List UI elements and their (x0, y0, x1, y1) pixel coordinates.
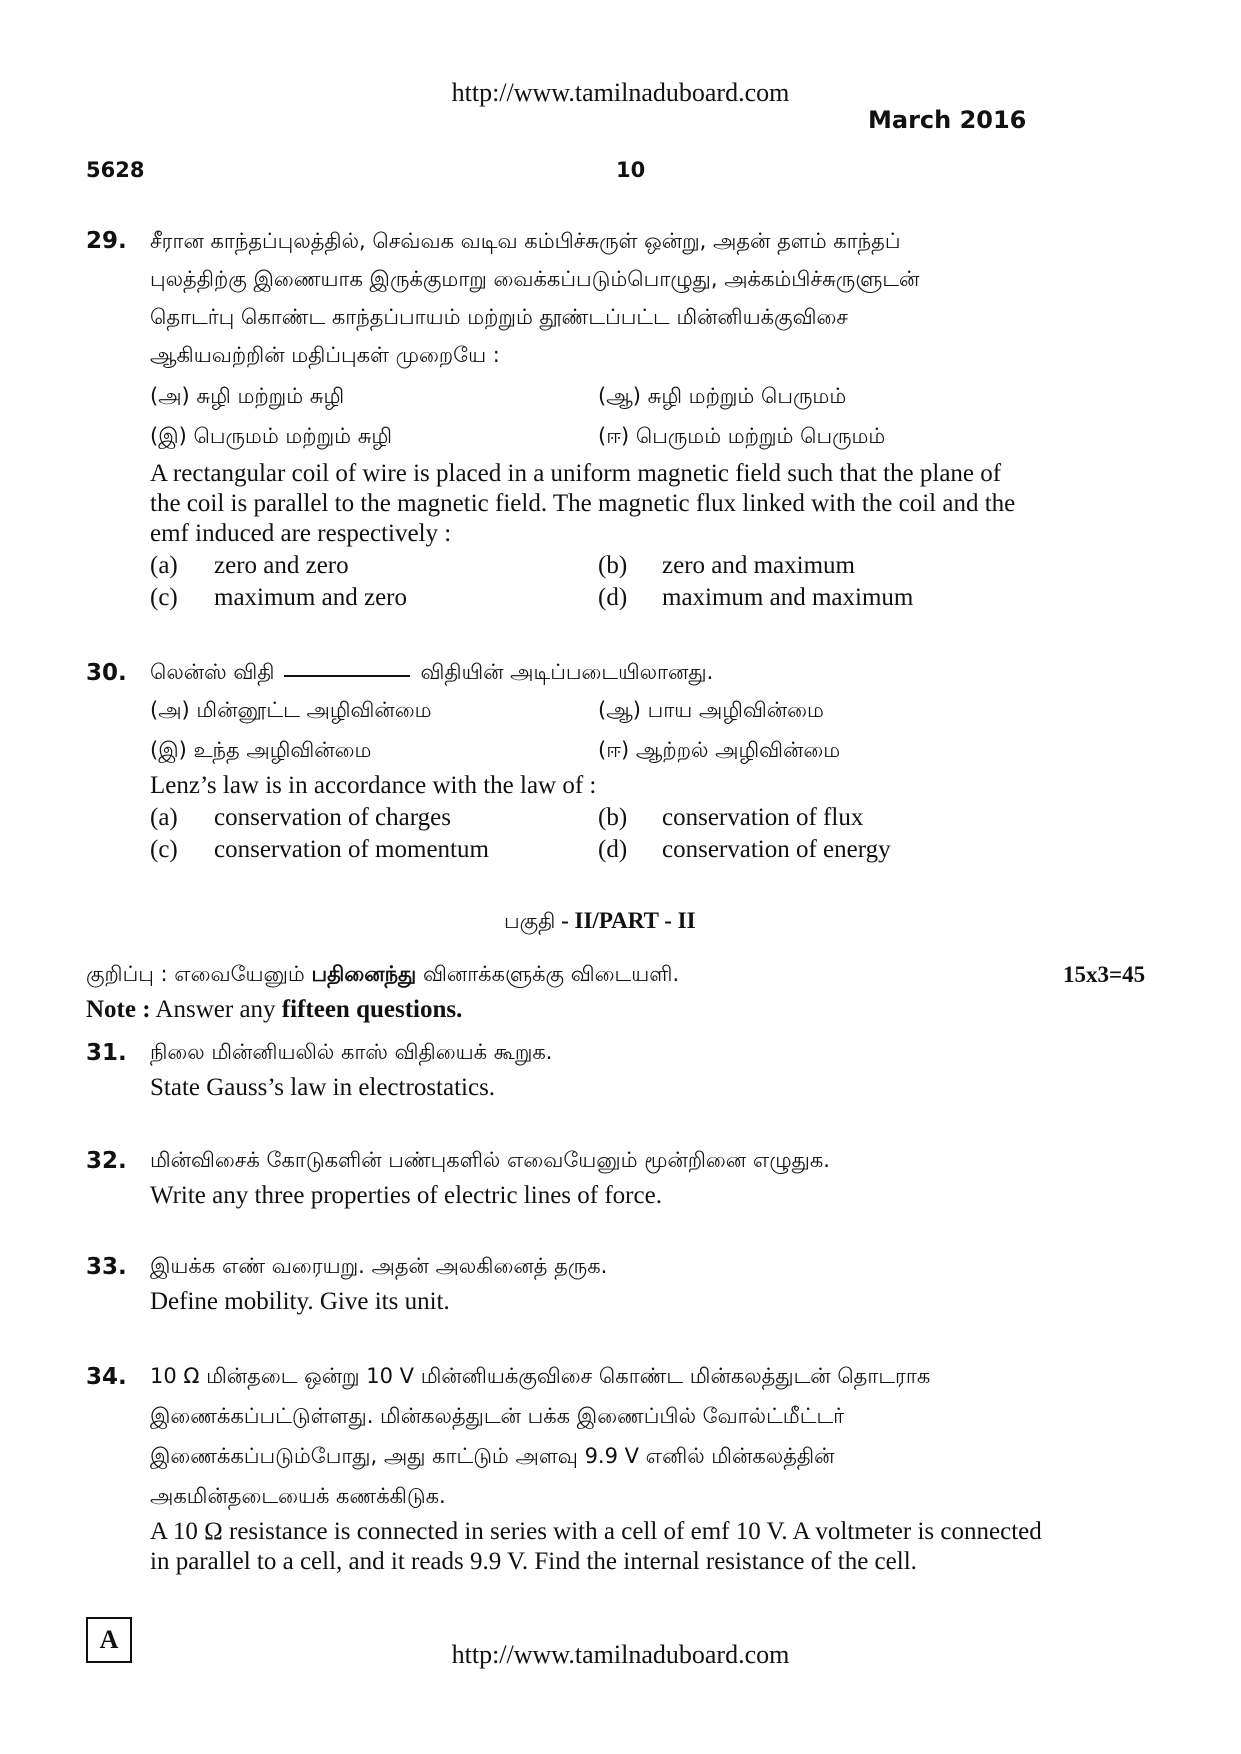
q34-tamil-line: 10 Ω மின்தடை ஒன்று 10 V மின்னியக்குவிசை கொண்ட மின்கலத்துடன் தொடராக (150, 1364, 931, 1388)
q32-english: Write any three properties of electric lines of force. (150, 1182, 662, 1209)
q29-tamil-option: (ஈ) பெருமம் மற்றும் பெருமம் (598, 424, 886, 448)
page-number: 10 (616, 158, 646, 182)
q29-option-b: (b) zero and maximum (598, 552, 855, 579)
q34-tamil-line: இணைக்கப்படும்போது, அது காட்டும் அளவு 9.9 V எனில் மின்கலத்தின் (150, 1444, 835, 1468)
q29-english-line: emf induced are respectively : (150, 520, 452, 547)
q29-option-a: (a) zero and zero (150, 552, 349, 579)
q29-english-line: A rectangular coil of wire is placed in a uniform magnetic field such that the plane of (150, 460, 1002, 487)
q29-option-d: (d) maximum and maximum (598, 584, 914, 611)
version-box: A (86, 1617, 132, 1663)
q33-tamil: இயக்க எண் வரையறு. அதன் அலகினைத் தருக. (150, 1254, 608, 1278)
q31-tamil: நிலை மின்னியலில் காஸ் விதியைக் கூறுக. (150, 1040, 553, 1064)
q31-english: State Gauss’s law in electrostatics. (150, 1074, 496, 1101)
question-34-number: 34. (86, 1364, 127, 1390)
q30-option-d: (d) conservation of energy (598, 836, 891, 863)
marks-scheme: 15x3=45 (1063, 962, 1146, 987)
q30-tamil-option: (இ) உந்த அழிவின்மை (150, 738, 372, 762)
q33-english: Define mobility. Give its unit. (150, 1288, 450, 1315)
q30-tamil-stem: லென்ஸ் விதி விதியின் அடிப்படையிலானது. (150, 660, 714, 684)
question-33-number: 33. (86, 1254, 127, 1280)
header-url: http://www.tamilnaduboard.com (451, 78, 790, 107)
q32-tamil: மின்விசைக் கோடுகளின் பண்புகளில் எவையேனும் மூன்றினை எழுதுக. (150, 1148, 830, 1172)
q34-tamil-line: அகமின்தடையைக் கணக்கிடுக. (150, 1484, 446, 1508)
part-heading: பகுதி - II/PART - II (504, 908, 696, 933)
note-tamil: குறிப்பு : எவையேனும் பதினைந்து வினாக்களுக்கு விடையளி. (86, 962, 680, 986)
q30-option-b: (b) conservation of flux (598, 804, 864, 831)
footer-url: http://www.tamilnaduboard.com (451, 1640, 790, 1669)
answer-blank (284, 675, 410, 677)
question-number: 29. (86, 228, 127, 254)
q29-tamil-option: (இ) பெருமம் மற்றும் சுழி (150, 424, 393, 448)
q30-english: Lenz’s law is in accordance with the law of : (150, 772, 597, 799)
q29-tamil-line: ஆகியவற்றின் மதிப்புகள் முறையே : (150, 343, 500, 367)
question-30-number: 30. (86, 660, 127, 686)
q29-english-line: the coil is parallel to the magnetic field. The magnetic flux linked with the coil and the (150, 490, 1016, 517)
q29-tamil-line: தொடர்பு கொண்ட காந்தப்பாயம் மற்றும் தூண்டப்பட்ட மின்னியக்குவிசை (150, 305, 848, 329)
q34-english-line: in parallel to a cell, and it reads 9.9 V. Find the internal resistance of the cell. (150, 1548, 917, 1575)
q29-option-c: (c) maximum and zero (150, 584, 407, 611)
q30-tamil-option: (ஆ) பாய அழிவின்மை (598, 698, 824, 722)
paper-code: 5628 (86, 158, 145, 182)
question-32-number: 32. (86, 1148, 127, 1174)
q29-tamil-option: (ஆ) சுழி மற்றும் பெருமம் (598, 384, 847, 408)
note-english: Note : Answer any fifteen questions. (86, 996, 463, 1023)
q29-tamil-line: புலத்திற்கு இணையாக இருக்குமாறு வைக்கப்படும்பொழுது, அக்கம்பிச்சுருளுடன் (150, 267, 920, 291)
q29-tamil-option: (அ) சுழி மற்றும் சுழி (150, 384, 345, 408)
q30-option-c: (c) conservation of momentum (150, 836, 489, 863)
exam-date: March 2016 (868, 106, 1027, 134)
q30-option-a: (a) conservation of charges (150, 804, 451, 831)
q34-english-line: A 10 Ω resistance is connected in series with a cell of emf 10 V. A voltmeter is connected (150, 1518, 1042, 1545)
question-31-number: 31. (86, 1040, 127, 1066)
q34-tamil-line: இணைக்கப்பட்டுள்ளது. மின்கலத்துடன் பக்க இணைப்பில் வோல்ட்மீட்டர் (150, 1404, 845, 1428)
q30-tamil-option: (அ) மின்னூட்ட அழிவின்மை (150, 698, 432, 722)
q29-tamil-line: சீரான காந்தப்புலத்தில், செவ்வக வடிவ கம்பிச்சுருள் ஒன்று, அதன் தளம் காந்தப் (150, 229, 901, 253)
q30-tamil-option: (ஈ) ஆற்றல் அழிவின்மை (598, 738, 841, 762)
